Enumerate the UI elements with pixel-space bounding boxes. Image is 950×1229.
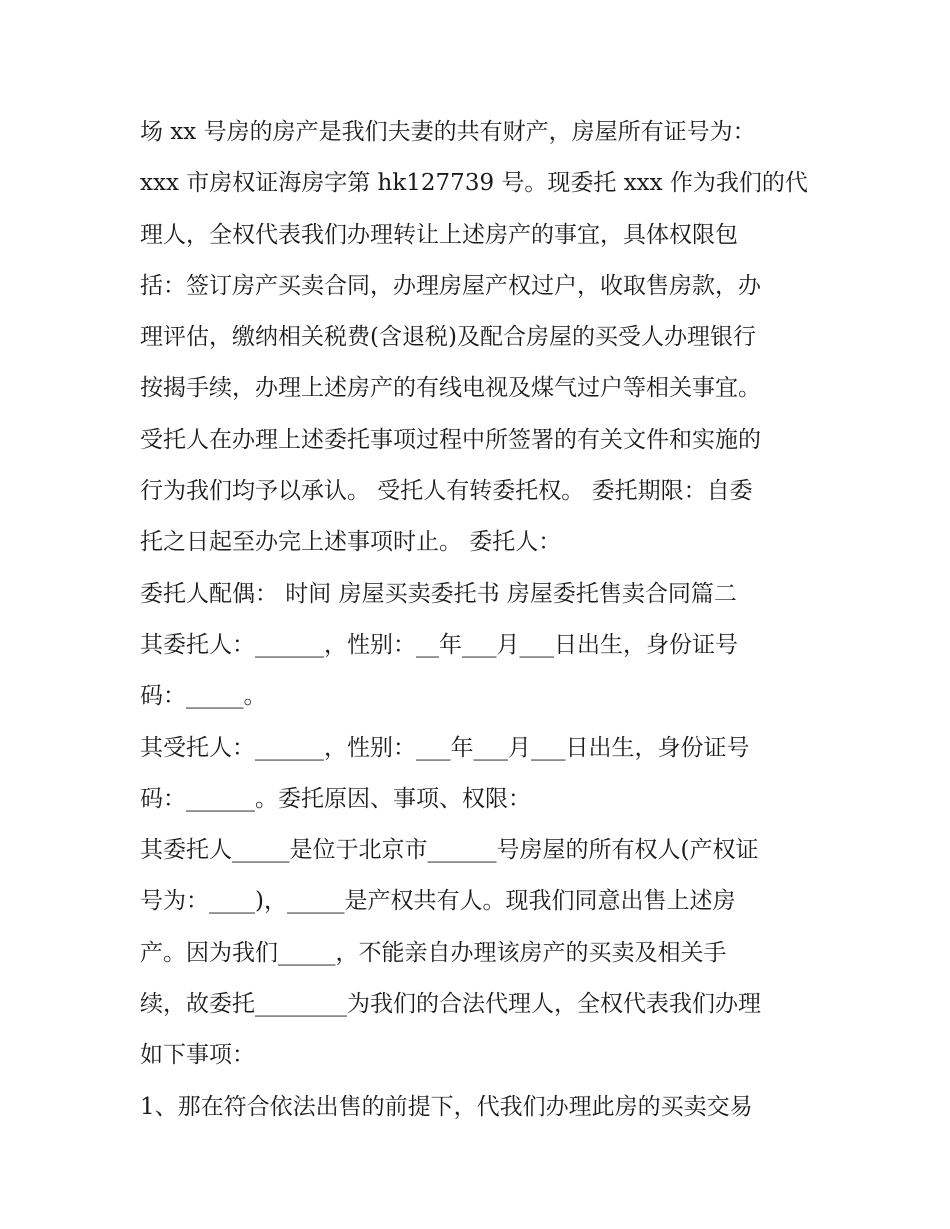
text-line: 理评估，缴纳相关税费(含退税)及配合房屋的买受人办理银行 <box>140 324 756 351</box>
text-line: 如下事项： <box>140 1042 255 1069</box>
text-line: 委托人配偶： 时间 房屋买卖委托书 房屋委托售卖合同篇二 <box>140 580 737 607</box>
text-line: 托之日起至办完上述事项时止。 委托人： <box>140 529 562 556</box>
document-body <box>140 107 830 1133</box>
text-line: 场 xx 号房的房产是我们夫妻的共有财产，房屋所有证号为： <box>140 119 756 145</box>
text-line: 括：签订房产买卖合同，办理房屋产权过户，收取售房款，办 <box>140 272 761 299</box>
text-line: 1、那在符合依法出售的前提下，代我们办理此房的买卖交易 <box>140 1093 753 1120</box>
text-line: 按揭手续，办理上述房产的有线电视及煤气过户等相关事宜。 <box>140 375 761 402</box>
text-line: 其委托人_____是位于北京市______号房屋的所有权人(产权证 <box>140 837 759 864</box>
text-line: 码：______。委托原因、事项、权限： <box>140 785 531 812</box>
text-line: 理人，全权代表我们办理转让上述房产的事宜，具体权限包 <box>140 221 738 248</box>
text-line: 其委托人：______，性别：__年___月___日出生，身份证号 <box>140 631 738 658</box>
text-line: 其受托人：______，性别：___年___月___日出生，身份证号 <box>140 734 750 761</box>
text-line: 号为：____)，_____是产权共有人。现我们同意出售上述房 <box>140 888 736 915</box>
text-line: 续，故委托________为我们的合法代理人，全权代表我们办理 <box>140 991 761 1018</box>
text-line: xxx 市房权证海房字第 hk127739 号。现委托 xxx 作为我们的代 <box>140 170 808 197</box>
text-line: 产。因为我们_____，不能亲自办理该房产的买卖及相关手 <box>140 939 727 966</box>
text-line: 行为我们均予以承认。 受托人有转委托权。 委托期限：自委 <box>140 478 753 505</box>
text-line: 码：_____。 <box>140 683 267 710</box>
text-line: 受托人在办理上述委托事项过程中所签署的有关文件和实施的 <box>140 426 761 453</box>
